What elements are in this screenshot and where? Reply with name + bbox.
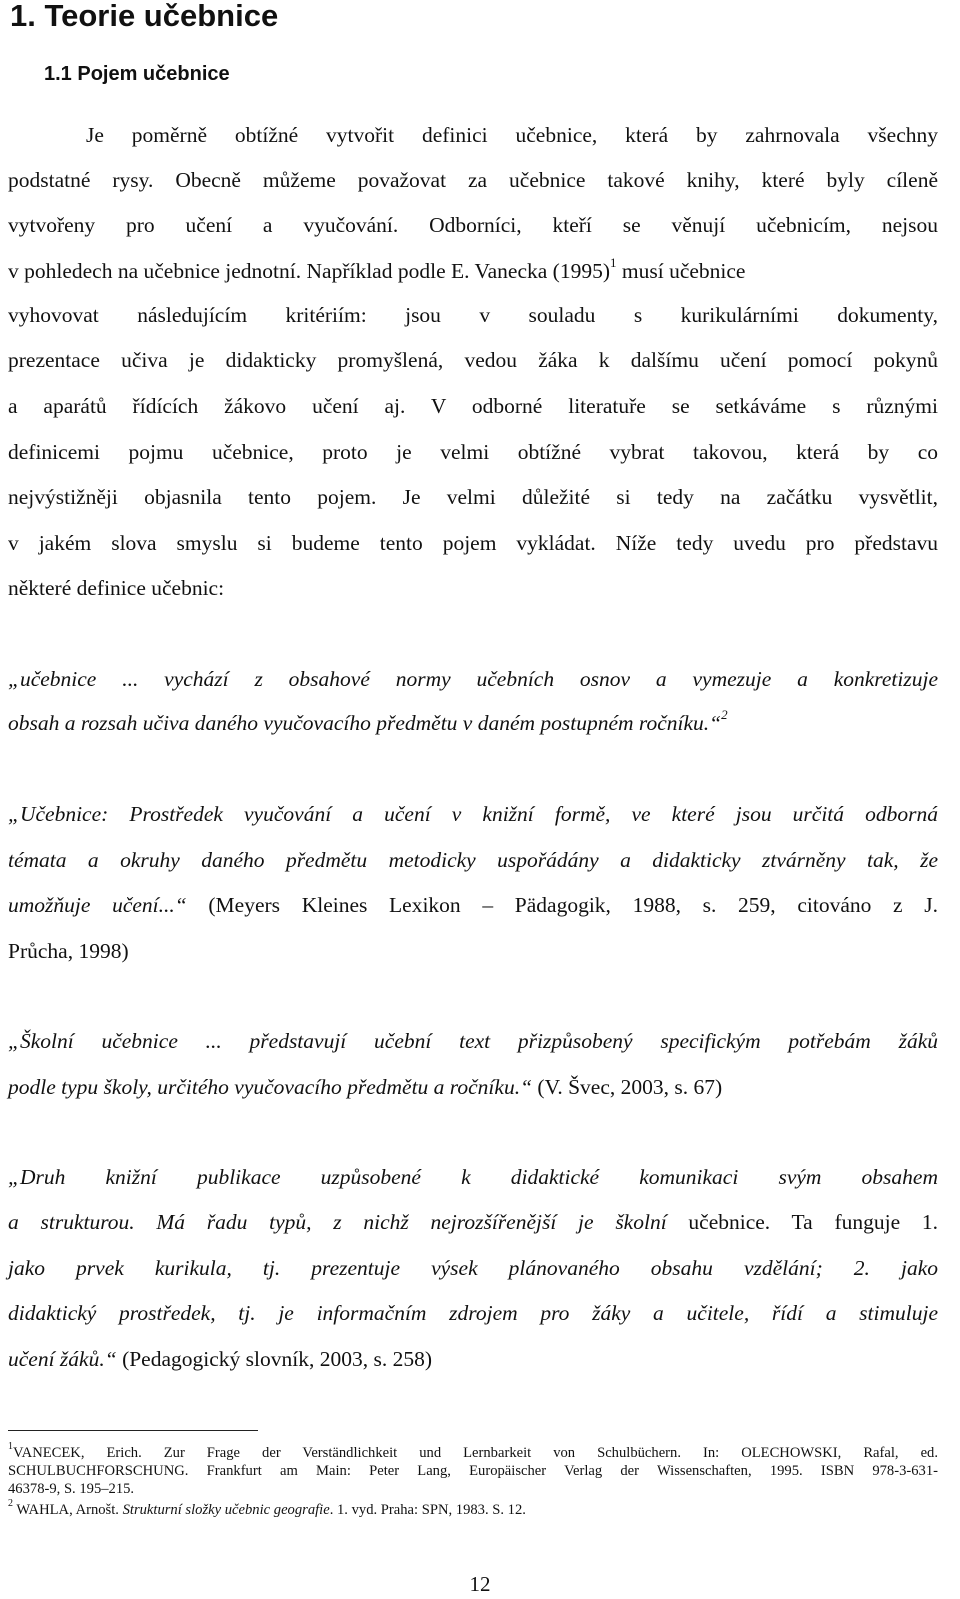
footnote-line: [8, 1441, 938, 1462]
footnote-ref: 1: [610, 254, 617, 270]
paragraph-line: [8, 256, 938, 286]
paragraph-line: a aparátů řídících žákovo učení aj. V odborné literatuře se setkáváme s různými: [8, 394, 938, 418]
citation-text: (Meyers Kleines Lexikon – Pädagogik, 1988, s. 259, citováno z J.: [186, 893, 938, 917]
footnote-ref: 2: [721, 706, 728, 722]
footnote-line: [8, 1498, 938, 1519]
quote-text: učebnice. Ta funguje 1.: [666, 1210, 938, 1234]
footnote-number: 2: [8, 1498, 13, 1510]
footnote-line: SCHULBUCHFORSCHUNG. Frankfurt am Main: Peter Lang, Europäischer Verlag der Wissenschaften, 1995. ISBN 978-3-631-: [8, 1463, 938, 1479]
quote-line: [8, 1072, 938, 1102]
quote-text: obsah a rozsah učiva daného vyučovacího předmětu v daném postupném ročníku.“: [8, 711, 722, 735]
page-number: 12: [469, 1572, 491, 1596]
paragraph-line: definicemi pojmu učebnice, proto je velmi obtížné vybrat takovou, která by co: [8, 440, 938, 464]
footnote-text: . 1. vyd. Praha: SPN, 1983. S. 12.: [329, 1502, 526, 1518]
footnote-text: VANECEK, Erich. Zur Frage der Verständlichkeit und Lernbarkeit von Schulbüchern. In: OLECHOWSKI, Rafal, ed.: [13, 1445, 938, 1461]
quote-line: „učebnice ... vychází z obsahové normy učebních osnov a vymezuje a konkretizuje: [8, 667, 938, 691]
quote-line: didaktický prostředek, tj. je informačním zdrojem pro žáky a učitele, řídí a stimuluje: [8, 1301, 938, 1325]
footnote-number: 1: [8, 1441, 13, 1453]
quote-line: „Školní učebnice ... představují učební text přizpůsobený specifickým potřebám žáků: [8, 1029, 938, 1053]
paragraph-line: v jakém slova smyslu si budeme tento pojem vykládat. Níže tedy uvedu pro představu: [8, 531, 938, 555]
paragraph-line: prezentace učiva je didakticky promyšlená, vedou žáka k dalšímu učení pomocí pokynů: [8, 348, 938, 372]
citation-text: (Pedagogický slovník, 2003, s. 258): [116, 1347, 432, 1371]
paragraph-line: vyhovovat následujícím kritériím: jsou v souladu s kurikulárními dokumenty,: [8, 303, 938, 327]
paragraph-line: vytvořeny pro učení a vyučování. Odborníci, kteří se věnují učebnicím, nejsou: [8, 213, 938, 237]
citation-text: (V. Švec, 2003, s. 67): [532, 1075, 723, 1099]
quote-line: „Učebnice: Prostředek vyučování a učení v knižní formě, ve které jsou určitá odborná: [8, 802, 938, 826]
quote-text: umožňuje učení...“: [8, 893, 187, 917]
paragraph-line: nejvýstižněji objasnila tento pojem. Je velmi důležité si tedy na začátku vysvětlit,: [8, 485, 938, 509]
paragraph-text: v pohledech na učebnice jednotní. Například podle E. Vanecka (1995): [8, 259, 610, 283]
paragraph-line: některé definice učebnic:: [8, 576, 225, 600]
quote-line: „Druh knižní publikace uzpůsobené k didaktické komunikaci svým obsahem: [8, 1165, 938, 1189]
quote-line: [8, 890, 938, 920]
footnote-separator: [8, 1430, 258, 1431]
paragraph-line: podstatné rysy. Obecně můžeme považovat za učebnice takové knihy, které byly cíleně: [8, 168, 938, 192]
quote-line: [8, 1207, 938, 1237]
footnote-title: Strukturní složky učebnic geografie: [122, 1502, 330, 1518]
paragraph-line: Je poměrně obtížné vytvořit definici učebnice, která by zahrnovala všechny: [86, 123, 938, 147]
quote-text: a strukturou. Má řadu typů, z nichž nejrozšířenější je školní: [8, 1210, 667, 1234]
quote-line: [8, 708, 938, 738]
quote-line: jako prvek kurikula, tj. prezentuje výsek plánovaného obsahu vzdělání; 2. jako: [8, 1256, 938, 1280]
quote-line: témata a okruhy daného předmětu metodicky uspořádány a didakticky ztvárněny tak, že: [8, 848, 938, 872]
footnote-text: WAHLA, Arnošt.: [13, 1502, 123, 1518]
section-heading: 1.1 Pojem učebnice: [44, 63, 230, 85]
quote-text: učení žáků.“: [8, 1347, 117, 1371]
quote-line: [8, 1344, 938, 1374]
quote-line: Průcha, 1998): [8, 939, 129, 963]
footnote-line: 46378-9, S. 195–215.: [8, 1481, 135, 1497]
chapter-heading: 1. Teorie učebnice: [10, 0, 279, 33]
quote-text: podle typu školy, určitého vyučovacího předmětu a ročníku.“: [8, 1075, 533, 1099]
paragraph-text: musí učebnice: [616, 259, 746, 283]
